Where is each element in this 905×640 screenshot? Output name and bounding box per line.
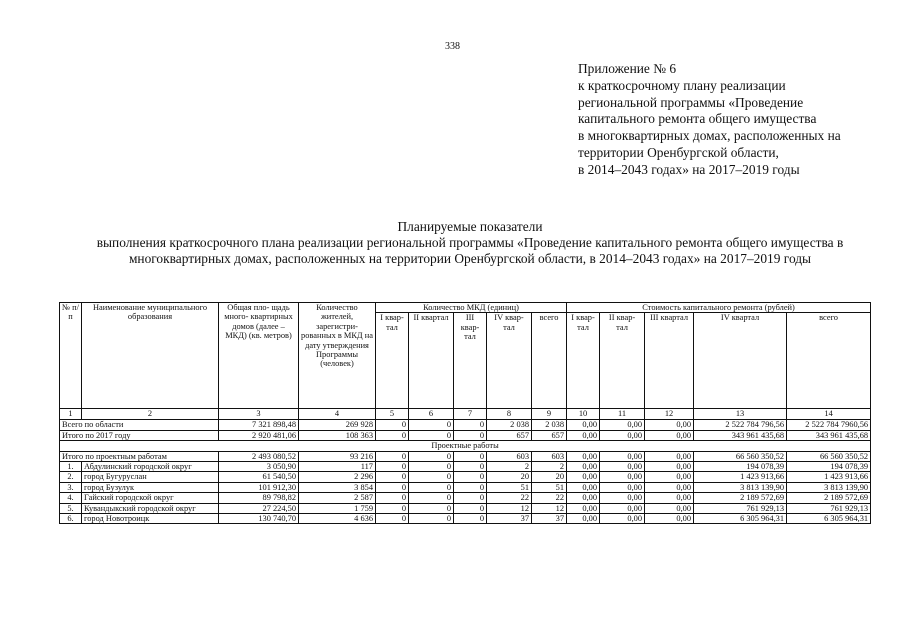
cell-num: 2.: [60, 472, 82, 482]
appendix-line: к краткосрочному плану реализации: [578, 77, 786, 93]
cell-mkd-q1: 0: [376, 493, 409, 503]
appendix-line: в 2014–2043 годах» на 2017–2019 годы: [578, 161, 800, 177]
table-row: [60, 493, 871, 503]
table-row: [60, 482, 871, 492]
cell-area: 2 493 080,52: [219, 451, 299, 461]
column-number: 5: [376, 409, 409, 420]
cell-mkd-q4: 2 038: [487, 420, 532, 430]
header-cost: Стоимость капитального ремонта (рублей): [567, 303, 871, 313]
cell-cost-q1: 0,00: [567, 430, 600, 440]
cell-cost-total: 2 522 784 7960,56: [787, 420, 871, 430]
cell-num: 3.: [60, 482, 82, 492]
cell-mkd-q3: 0: [454, 482, 487, 492]
appendix-line: капитального ремонта общего имущества: [578, 111, 817, 127]
cell-mkd-total: 37: [532, 514, 567, 524]
header-cost-q3: III квартал: [645, 313, 694, 409]
cell-mkd-q3: 0: [454, 493, 487, 503]
column-number: 6: [409, 409, 454, 420]
cell-num: 4.: [60, 493, 82, 503]
cell-mkd-q1: 0: [376, 514, 409, 524]
table-row: [60, 472, 871, 482]
cell-mkd-q1: 0: [376, 462, 409, 472]
title-line: Планируемые показатели: [397, 219, 543, 234]
cell-area: 7 321 898,48: [219, 420, 299, 430]
cell-mkd-q4: 2: [487, 462, 532, 472]
section-header-row: [60, 441, 871, 451]
cell-mkd-q2: 0: [409, 420, 454, 430]
cell-mkd-q4: 603: [487, 451, 532, 461]
cell-mkd-q3: 0: [454, 472, 487, 482]
header-municipality: Наименование муниципального образования: [82, 303, 219, 409]
cell-cost-q3: 0,00: [645, 451, 694, 461]
cell-mkd-q4: 657: [487, 430, 532, 440]
cell-mkd-q2: 0: [409, 514, 454, 524]
cell-mkd-total: 12: [532, 503, 567, 513]
row-label: Итого по 2017 году: [60, 430, 219, 440]
cell-mkd-q3: 0: [454, 514, 487, 524]
column-number: 4: [299, 409, 376, 420]
header-area: Общая пло- щадь много- квартирных домов (далее – МКД) (кв. метров): [219, 303, 299, 409]
header-num: № п/п: [60, 303, 82, 409]
appendix-block: [578, 61, 841, 179]
appendix-line: региональной программы «Проведение: [578, 94, 804, 110]
cell-mkd-q3: 0: [454, 420, 487, 430]
cell-mkd-q2: 0: [409, 493, 454, 503]
cell-mkd-q4: 12: [487, 503, 532, 513]
column-number: 7: [454, 409, 487, 420]
document-title: [40, 219, 900, 267]
total-region-row: [60, 420, 871, 430]
column-number: 10: [567, 409, 600, 420]
cell-cost-total: 194 078,39: [787, 462, 871, 472]
title-line: выполнения краткосрочного плана реализации региональной программы «Проведение капитального ремонта общего имущества в: [96, 235, 844, 250]
cell-residents: 269 928: [299, 420, 376, 430]
cell-area: 27 224,50: [219, 503, 299, 513]
cell-residents: 93 216: [299, 451, 376, 461]
section-label: Проектные работы: [60, 441, 871, 451]
cell-cost-q3: 0,00: [645, 462, 694, 472]
cell-cost-q2: 0,00: [600, 472, 645, 482]
appendix-line: Приложение № 6: [578, 61, 677, 76]
cell-mkd-q1: 0: [376, 430, 409, 440]
cell-cost-total: 343 961 435,68: [787, 430, 871, 440]
cell-cost-q1: 0,00: [567, 462, 600, 472]
cell-cost-q2: 0,00: [600, 451, 645, 461]
cell-cost-q3: 0,00: [645, 430, 694, 440]
cell-cost-q1: 0,00: [567, 420, 600, 430]
cell-residents: 3 854: [299, 482, 376, 492]
cell-cost-q2: 0,00: [600, 493, 645, 503]
cell-mkd-q4: 37: [487, 514, 532, 524]
header-cost-q2: II квар- тал: [600, 313, 645, 409]
column-number: 11: [600, 409, 645, 420]
header-cost-q1: I квар- тал: [567, 313, 600, 409]
header-mkd-total: всего: [532, 313, 567, 409]
cell-cost-q1: 0,00: [567, 503, 600, 513]
table-row: [60, 514, 871, 524]
title-line: многоквартирных домах, расположенных на территории Оренбургской области, в 2014–2043 годах» на 2017–2019 годы: [128, 251, 812, 266]
cell-municipality: Кувандыкский городской округ: [82, 503, 219, 513]
column-number: 3: [219, 409, 299, 420]
row-label: Всего по области: [60, 420, 219, 430]
cell-cost-total: 1 423 913,66: [787, 472, 871, 482]
cell-mkd-total: 2: [532, 462, 567, 472]
cell-cost-q1: 0,00: [567, 493, 600, 503]
cell-area: 89 798,82: [219, 493, 299, 503]
cell-residents: 2 296: [299, 472, 376, 482]
cell-mkd-total: 603: [532, 451, 567, 461]
cell-cost-total: 6 305 964,31: [787, 514, 871, 524]
cell-residents: 4 636: [299, 514, 376, 524]
cell-cost-q1: 0,00: [567, 514, 600, 524]
cell-municipality: город Бузулук: [82, 482, 219, 492]
cell-cost-q4: 2 522 784 796,56: [694, 420, 787, 430]
cell-cost-q3: 0,00: [645, 472, 694, 482]
cell-cost-total: 3 813 139,90: [787, 482, 871, 492]
table-row: [60, 503, 871, 513]
cell-cost-q3: 0,00: [645, 503, 694, 513]
cell-cost-q3: 0,00: [645, 493, 694, 503]
cell-cost-q4: 1 423 913,66: [694, 472, 787, 482]
cell-cost-q4: 3 813 139,90: [694, 482, 787, 492]
table-row: [60, 462, 871, 472]
section-total-row: [60, 451, 871, 461]
cell-cost-q2: 0,00: [600, 503, 645, 513]
cell-cost-q4: 6 305 964,31: [694, 514, 787, 524]
column-number: 1: [60, 409, 82, 420]
cell-mkd-total: 20: [532, 472, 567, 482]
cell-cost-q4: 194 078,39: [694, 462, 787, 472]
cell-mkd-q1: 0: [376, 482, 409, 492]
cell-mkd-q3: 0: [454, 503, 487, 513]
cell-cost-q2: 0,00: [600, 514, 645, 524]
cell-cost-q2: 0,00: [600, 482, 645, 492]
row-label: Итого по проектным работам: [60, 451, 219, 461]
cell-municipality: город Бугуруслан: [82, 472, 219, 482]
cell-num: 6.: [60, 514, 82, 524]
cell-mkd-total: 22: [532, 493, 567, 503]
cell-num: 5.: [60, 503, 82, 513]
cell-area: 101 912,30: [219, 482, 299, 492]
cell-residents: 1 759: [299, 503, 376, 513]
cell-cost-q1: 0,00: [567, 451, 600, 461]
cell-residents: 117: [299, 462, 376, 472]
cell-municipality: Гайский городской округ: [82, 493, 219, 503]
cell-cost-total: 2 189 572,69: [787, 493, 871, 503]
cell-mkd-q2: 0: [409, 472, 454, 482]
cell-cost-q2: 0,00: [600, 430, 645, 440]
cell-mkd-q3: 0: [454, 430, 487, 440]
page-number: 338: [445, 41, 460, 52]
cell-residents: 108 363: [299, 430, 376, 440]
column-number: 2: [82, 409, 219, 420]
cell-cost-q4: 2 189 572,69: [694, 493, 787, 503]
cell-mkd-q1: 0: [376, 472, 409, 482]
cell-cost-q2: 0,00: [600, 462, 645, 472]
indicators-table: [59, 302, 871, 524]
cell-mkd-total: 657: [532, 430, 567, 440]
cell-mkd-total: 2 038: [532, 420, 567, 430]
column-number: 13: [694, 409, 787, 420]
cell-residents: 2 587: [299, 493, 376, 503]
header-mkd-q4: IV квар- тал: [487, 313, 532, 409]
column-number: 12: [645, 409, 694, 420]
cell-num: 1.: [60, 462, 82, 472]
column-numbers-row: [60, 409, 871, 420]
column-number: 14: [787, 409, 871, 420]
cell-cost-total: 761 929,13: [787, 503, 871, 513]
cell-municipality: Абдулинский городской округ: [82, 462, 219, 472]
cell-mkd-q4: 20: [487, 472, 532, 482]
cell-mkd-q1: 0: [376, 503, 409, 513]
header-mkd-q2: II квартал: [409, 313, 454, 409]
cell-cost-q4: 343 961 435,68: [694, 430, 787, 440]
column-number: 9: [532, 409, 567, 420]
cell-cost-q3: 0,00: [645, 420, 694, 430]
appendix-line: в многоквартирных домах, расположенных на: [578, 128, 841, 144]
cell-mkd-q2: 0: [409, 482, 454, 492]
appendix-line: территории Оренбургской области,: [578, 144, 779, 160]
cell-mkd-q2: 0: [409, 430, 454, 440]
column-number: 8: [487, 409, 532, 420]
cell-area: 2 920 481,06: [219, 430, 299, 440]
cell-mkd-q2: 0: [409, 462, 454, 472]
cell-cost-q1: 0,00: [567, 482, 600, 492]
cell-cost-q2: 0,00: [600, 420, 645, 430]
header-mkd-q1: I квар- тал: [376, 313, 409, 409]
cell-municipality: город Новотроицк: [82, 514, 219, 524]
cell-mkd-q4: 22: [487, 493, 532, 503]
cell-cost-total: 66 560 350,52: [787, 451, 871, 461]
cell-mkd-q4: 51: [487, 482, 532, 492]
header-mkd-q3: III квар- тал: [454, 313, 487, 409]
cell-mkd-q1: 0: [376, 451, 409, 461]
cell-mkd-q1: 0: [376, 420, 409, 430]
cell-cost-q1: 0,00: [567, 472, 600, 482]
cell-cost-q4: 761 929,13: [694, 503, 787, 513]
header-mkd-count: Количество МКД (единиц): [376, 303, 567, 313]
header-cost-total: всего: [787, 313, 871, 409]
cell-mkd-q3: 0: [454, 451, 487, 461]
cell-cost-q4: 66 560 350,52: [694, 451, 787, 461]
cell-area: 3 050,90: [219, 462, 299, 472]
cell-mkd-q2: 0: [409, 503, 454, 513]
header-residents: Количество жителей, зарегистри- рованных в МКД на дату утверждения Программы (человек): [299, 303, 376, 409]
cell-mkd-q3: 0: [454, 462, 487, 472]
cell-mkd-q2: 0: [409, 451, 454, 461]
cell-mkd-total: 51: [532, 482, 567, 492]
cell-cost-q3: 0,00: [645, 482, 694, 492]
cell-area: 130 740,70: [219, 514, 299, 524]
cell-cost-q3: 0,00: [645, 514, 694, 524]
cell-area: 61 540,50: [219, 472, 299, 482]
header-cost-q4: IV квартал: [694, 313, 787, 409]
total-2017-row: [60, 430, 871, 440]
